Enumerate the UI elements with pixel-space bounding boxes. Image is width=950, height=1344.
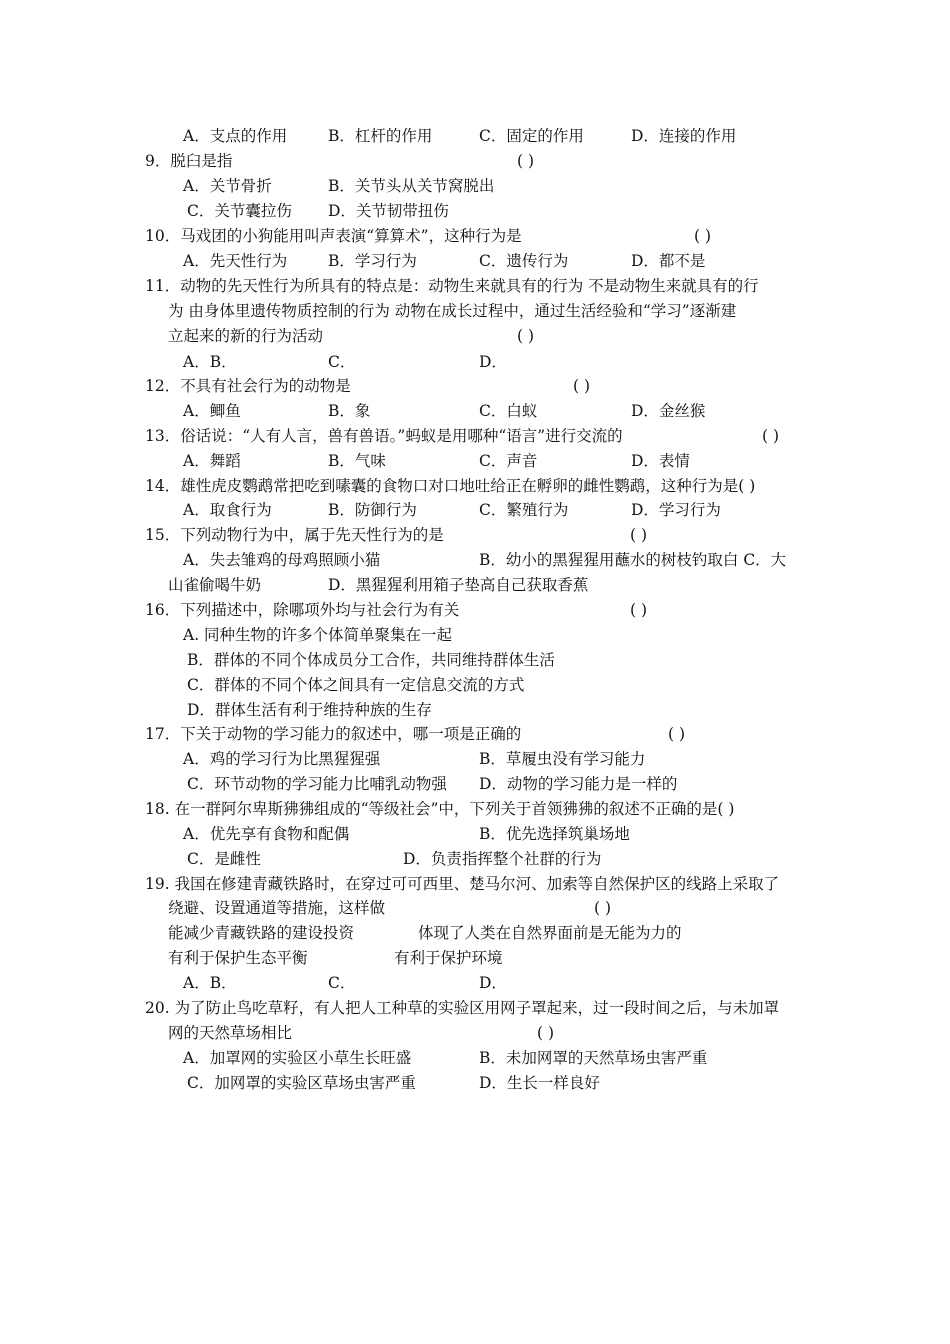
q12-option-a: A．鲫鱼 (183, 402, 241, 420)
q13-option-c: C．声音 (479, 452, 538, 470)
q12-option-c: C．白蚁 (479, 402, 538, 420)
q20-option-c: C．加网罩的实验区草场虫害严重 (187, 1074, 416, 1092)
q15-option-a: A．失去雏鸡的母鸡照顾小猫 (183, 551, 381, 569)
q11-stem-line-1: 11．动物的先天性行为所具有的特点是：动物生来就具有的行为 不是动物生来就具有的行 (145, 277, 759, 295)
q16-stem: 16．下列描述中，除哪项外均与社会行为有关 (145, 601, 460, 619)
q8-option-d: D．连接的作用 (631, 127, 737, 145)
q9-option-c: C．关节囊拉伤 (187, 202, 292, 220)
q10-option-d: D．都不是 (631, 252, 706, 270)
q18-stem: 18. 在一群阿尔卑斯狒狒组成的“等级社会”中，下列关于首领狒狒的叙述不正确的是( ) (145, 800, 735, 818)
q11-option-a-b: A．B． (183, 353, 237, 371)
q10-option-b: B．学习行为 (328, 252, 417, 270)
q12-option-b: B．象 (328, 402, 371, 420)
q20-option-b: B．未加网罩的天然草场虫害严重 (479, 1049, 708, 1067)
q19-statement-1: 能减少青藏铁路的建设投资 (168, 924, 355, 942)
q14-option-b: B．防御行为 (328, 501, 417, 519)
q12-answer-bracket: ( ) (573, 377, 591, 395)
q11-option-d: D． (479, 353, 507, 371)
q15-option-b: B．幼小的黑猩猩用蘸水的树枝钓取白 C．大 (479, 551, 787, 569)
q9-stem: 9．脱臼是指 (145, 152, 233, 170)
q8-option-b: B．杠杆的作用 (328, 127, 433, 145)
q19-statement-3: 有利于保护生态平衡 (168, 949, 308, 967)
q14-option-d: D．学习行为 (631, 501, 721, 519)
q16-option-b: B．群体的不同个体成员分工合作，共同维持群体生活 (187, 651, 555, 669)
q16-answer-bracket: ( ) (630, 601, 648, 619)
q13-option-b: B．气味 (328, 452, 386, 470)
q15-answer-bracket: ( ) (630, 526, 648, 544)
q17-option-d: D．动物的学习能力是一样的 (479, 775, 678, 793)
q15-option-c-cont: 山雀偷喝牛奶 (168, 576, 262, 594)
q16-option-d: D．群体生活有利于维持种族的生存 (187, 701, 432, 719)
q15-stem: 15．下列动物行为中，属于先天性行为的是 (145, 526, 444, 544)
q20-stem-line-2: 网的天然草场相比 (168, 1024, 293, 1042)
q13-option-d: D．表情 (631, 452, 690, 470)
q18-option-a: A．优先享有食物和配偶 (183, 825, 350, 843)
q20-option-a: A．加罩网的实验区小草生长旺盛 (183, 1049, 412, 1067)
q18-option-c: C．是雌性 (187, 850, 261, 868)
q19-stem-line-1: 19. 我国在修建青藏铁路时，在穿过可可西里、楚马尔河、加索等自然保护区的线路上采取了 (145, 875, 780, 893)
q14-option-a: A．取食行为 (183, 501, 272, 519)
q10-option-c: C．遗传行为 (479, 252, 569, 270)
q14-stem: 14．雄性虎皮鹦鹉常把吃到嗉囊的食物口对口地吐给正在孵卵的雌性鹦鹉，这种行为是( ) (145, 477, 756, 495)
q19-option-c: C． (328, 974, 356, 992)
q12-option-d: D．金丝猴 (631, 402, 706, 420)
q8-option-a: A．支点的作用 (183, 127, 288, 145)
q17-answer-bracket: ( ) (668, 725, 686, 743)
q17-option-a: A．鸡的学习行为比黑猩猩强 (183, 750, 381, 768)
q10-option-a: A．先天性行为 (183, 252, 288, 270)
q9-answer-bracket: ( ) (517, 152, 535, 170)
q15-option-d: D．黑猩猩利用箱子垫高自己获取香蕉 (328, 576, 589, 594)
q19-option-a-b: A．B． (183, 974, 237, 992)
q20-stem-line-1: 20. 为了防止鸟吃草籽，有人把人工种草的实验区用网子罩起来，过一段时间之后，与未加罩 (145, 999, 780, 1017)
q16-option-a: A. 同种生物的许多个体简单聚集在一起 (183, 626, 453, 644)
q20-option-d: D．生长一样良好 (479, 1074, 600, 1092)
q11-option-c: C． (328, 353, 356, 371)
q9-option-d: D．关节韧带扭伤 (328, 202, 449, 220)
q9-option-a: A．关节骨折 (183, 177, 272, 195)
q20-answer-bracket: ( ) (537, 1024, 555, 1042)
q11-stem-line-3: 立起来的新的行为活动 (168, 327, 324, 345)
q19-statement-4: 有利于保护环境 (394, 949, 503, 967)
q19-statement-2: 体现了人类在自然界面前是无能为力的 (418, 924, 682, 942)
q10-stem: 10．马戏团的小狗能用叫声表演“算算术”，这种行为是 (145, 227, 522, 245)
q16-option-c: C．群体的不同个体之间具有一定信息交流的方式 (187, 676, 525, 694)
q12-stem: 12．不具有社会行为的动物是 (145, 377, 351, 395)
q19-answer-bracket: ( ) (594, 899, 612, 917)
q13-answer-bracket: ( ) (762, 427, 780, 445)
q17-option-c: C．环节动物的学习能力比哺乳动物强 (187, 775, 447, 793)
q8-option-c: C．固定的作用 (479, 127, 584, 145)
q10-answer-bracket: ( ) (694, 227, 712, 245)
q13-option-a: A．舞蹈 (183, 452, 241, 470)
q11-answer-bracket: ( ) (517, 327, 535, 345)
q19-option-d: D． (479, 974, 507, 992)
q13-stem: 13．俗话说：“人有人言，兽有兽语。”蚂蚁是用哪种“语言”进行交流的 (145, 427, 623, 445)
q18-option-b: B．优先选择筑巢场地 (479, 825, 630, 843)
q19-stem-line-2: 绕避、设置通道等措施，这样做 (168, 899, 386, 917)
q17-option-b: B．草履虫没有学习能力 (479, 750, 646, 768)
q18-option-d: D．负责指挥整个社群的行为 (403, 850, 602, 868)
q11-stem-line-2: 为 由身体里遗传物质控制的行为 动物在成长过程中，通过生活经验和“学习”逐渐建 (168, 302, 737, 320)
q17-stem: 17．下关于动物的学习能力的叙述中，哪一项是正确的 (145, 725, 522, 743)
q14-option-c: C．繁殖行为 (479, 501, 569, 519)
q9-option-b: B．关节头从关节窝脱出 (328, 177, 495, 195)
